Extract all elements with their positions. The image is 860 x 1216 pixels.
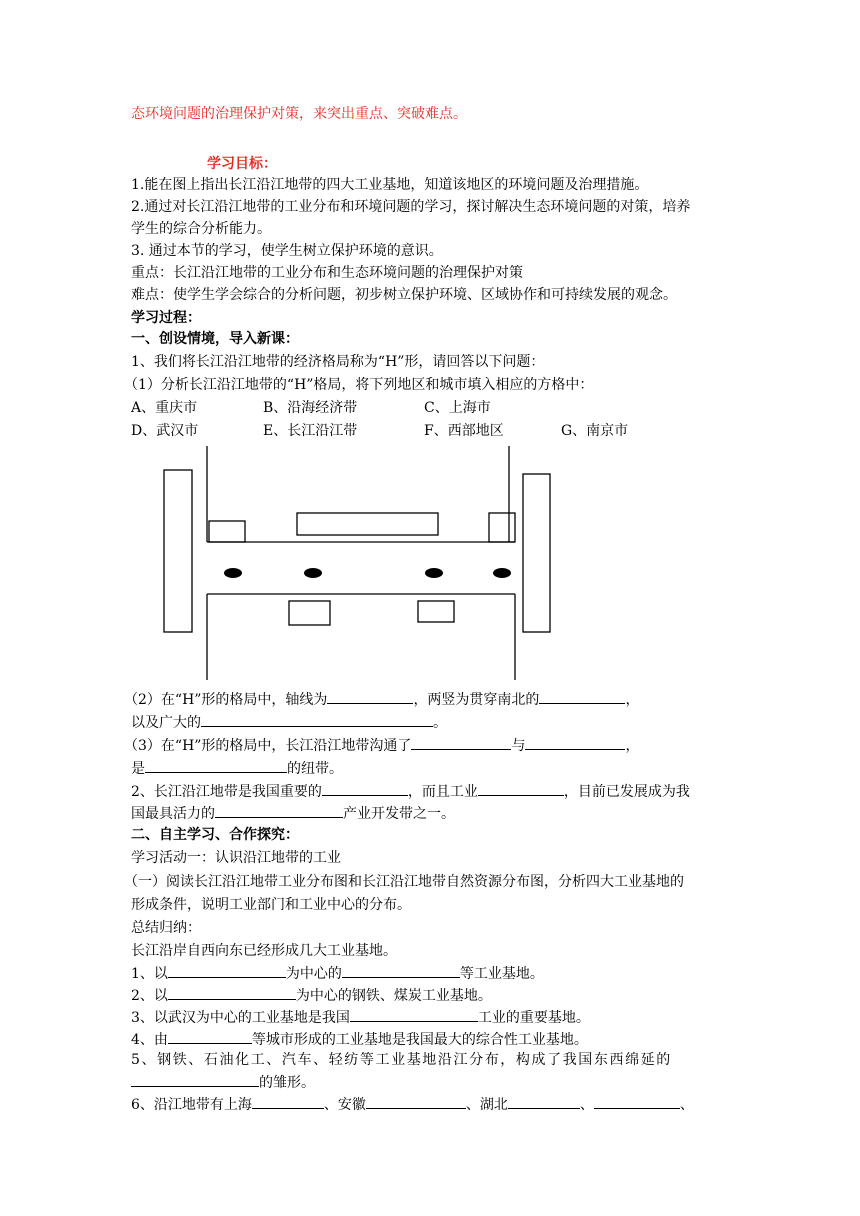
activity-1: 学习活动一：认识沿江地带的工业: [131, 850, 341, 866]
section1-title: 一、创设情境，导入新课：: [131, 331, 299, 347]
option-a: A、重庆市: [131, 400, 198, 416]
blank-s1-center[interactable]: [168, 963, 286, 978]
box-bottom-right[interactable]: [418, 601, 454, 622]
option-f: F、西部地区: [424, 423, 504, 439]
city-dot-1: [224, 568, 242, 578]
question-1: 1、我们将长江沿江地带的经济格局称为“H”形，请回答以下问题：: [131, 354, 545, 370]
goal-2a: 2.通过对长江沿江地带的工业分布和环境问题的学习，探讨解决生态环境问题的对策，培养: [131, 199, 691, 215]
question-1-1: （1）分析长江沿江地带的“H”格局，将下列地区和城市填入相应的方格中：: [124, 377, 594, 393]
box-top-right[interactable]: [489, 513, 515, 542]
blank-s6-shanghai[interactable]: [252, 1094, 324, 1109]
city-dot-2: [304, 568, 322, 578]
blank-industry[interactable]: [478, 781, 564, 796]
summary-1: 1、以 为中心的 等工业基地。: [131, 963, 544, 984]
intro-red-text: 态环境问题的治理保护对策，来突出重点、突破难点。: [131, 106, 467, 122]
goal-2b: 学生的综合分析能力。: [131, 221, 271, 237]
question-1-2-line1: （2）在“H”形的格局中，轴线为 ，两竖为贯穿南北的 ，: [124, 689, 639, 710]
blank-s6-anhui[interactable]: [366, 1094, 466, 1109]
left-tall-box[interactable]: [164, 470, 192, 632]
blank-connect-2[interactable]: [525, 735, 625, 750]
blank-vital[interactable]: [215, 803, 343, 818]
question-1-3-line1: （3）在“H”形的格局中，长江沿江地带沟通了 与 ，: [124, 735, 639, 756]
blank-connect-1[interactable]: [411, 735, 511, 750]
blank-s5-belt[interactable]: [131, 1072, 259, 1087]
blank-s6-hubei[interactable]: [508, 1094, 580, 1109]
city-dot-3: [425, 568, 443, 578]
blank-link[interactable]: [145, 758, 287, 773]
box-bottom-left[interactable]: [289, 601, 330, 625]
box-top-left[interactable]: [209, 521, 245, 542]
key-point: 重点：长江沿江地带的工业分布和生态环境问题的治理保护对策: [131, 265, 523, 281]
option-d: D、武汉市: [131, 423, 199, 439]
process-title: 学习过程：: [131, 310, 201, 326]
summary-4: 4、由 等城市形成的工业基地是我国最大的综合性工业基地。: [131, 1029, 588, 1050]
blank-important[interactable]: [322, 781, 408, 796]
blank-axis[interactable]: [327, 689, 413, 704]
difficulty: 难点：使学生学会综合的分析问题，初步树立保护环境、区域协作和可持续发展的观念。: [131, 287, 677, 303]
option-e: E、长江沿江带: [263, 423, 358, 439]
option-b: B、沿海经济带: [263, 400, 358, 416]
question-2-line1: 2、长江沿江地带是我国重要的 ，而且工业 ，目前已发展成为我: [131, 781, 690, 802]
option-c: C、上海市: [424, 400, 491, 416]
goals-title: 学习目标：: [207, 156, 277, 172]
blank-s3-industry[interactable]: [350, 1007, 478, 1022]
city-dot-4: [493, 568, 511, 578]
blank-s4-cities[interactable]: [168, 1029, 252, 1044]
goal-3: 3. 通过本节的学习，使学生树立保护环境的意识。: [131, 243, 443, 259]
blank-broad[interactable]: [201, 712, 433, 727]
blank-s1-type[interactable]: [342, 963, 460, 978]
section2-title: 二、自主学习、合作探究：: [131, 827, 299, 843]
summary-title: 总结归纳：: [131, 920, 201, 936]
summary-5-line2: 的雏形。: [131, 1072, 315, 1093]
question-1-3-line2: 是 的纽带。: [131, 758, 343, 779]
blank-s6-extra[interactable]: [594, 1094, 680, 1109]
question-2-line2: 国最具活力的 产业开发带之一。: [131, 803, 455, 824]
summary-3: 3、以武汉为中心的工业基地是我国 工业的重要基地。: [131, 1007, 590, 1028]
summary-2: 2、以 为中心的钢铁、煤炭工业基地。: [131, 985, 492, 1006]
summary-5-line1: 5、钢铁、石油化工、汽车、轻纺等工业基地沿江分布，构成了我国东西绵延的: [131, 1052, 672, 1068]
option-g: G、南京市: [561, 423, 629, 439]
blank-vertical[interactable]: [539, 689, 625, 704]
question-1-2-line2: 以及广大的 。: [131, 712, 447, 733]
summary-intro: 长江沿岸自西向东已经形成几大工业基地。: [131, 943, 397, 959]
right-tall-box[interactable]: [523, 474, 550, 632]
reading-line-2: 形成条件，说明工业部门和工业中心的分布。: [131, 897, 411, 913]
blank-s2-center[interactable]: [168, 985, 296, 1000]
summary-6: 6、沿江地带有上海 、安徽 、湖北 、 、: [131, 1094, 694, 1115]
reading-line-1: （一）阅读长江沿江地带工业分布图和长江沿江地带自然资源分布图，分析四大工业基地的: [124, 874, 684, 890]
goal-1: 1.能在图上指出长江沿江地带的四大工业基地，知道该地区的环境问题及治理措施。: [131, 177, 649, 193]
box-top-middle[interactable]: [297, 513, 438, 535]
